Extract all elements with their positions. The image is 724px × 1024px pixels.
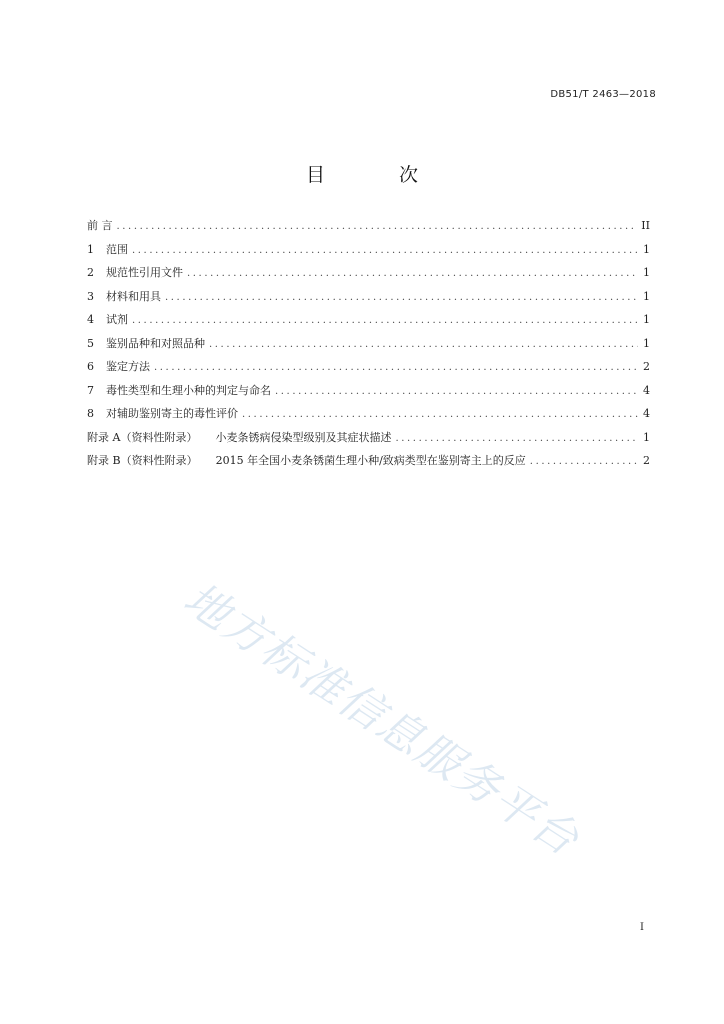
toc-entry-label: 2015 年全国小麦条锈菌生理小种/致病类型在鉴别寄主上的反应 bbox=[215, 454, 526, 467]
toc-entry-page: 4 bbox=[643, 383, 650, 397]
toc-entry-appendix-b[interactable] bbox=[87, 453, 650, 477]
toc-entry-label: 对辅助鉴别寄主的毒性评价 bbox=[106, 407, 238, 420]
toc-entry-number: 4 bbox=[87, 313, 94, 326]
toc-entry-label: 范围 bbox=[106, 242, 128, 256]
toc-entry-method[interactable] bbox=[87, 359, 650, 383]
toc-entry-page: 1 bbox=[643, 430, 650, 444]
toc-entry-label: 规范性引用文件 bbox=[106, 266, 183, 279]
toc-entry-number: 8 bbox=[87, 407, 94, 420]
toc-entry-number: 7 bbox=[87, 383, 94, 397]
toc-entry-number: 3 bbox=[87, 289, 94, 303]
toc-entry-reagents[interactable] bbox=[87, 312, 650, 336]
toc-entry-page: 2 bbox=[643, 360, 650, 373]
toc-leader-dots bbox=[530, 454, 638, 470]
toc-leader-dots bbox=[165, 290, 638, 306]
toc-entry-page: 1 bbox=[643, 289, 650, 303]
toc-entry-number: 6 bbox=[87, 360, 94, 373]
toc-entry-scope[interactable] bbox=[87, 242, 650, 266]
document-code: DB51/T 2463—2018 bbox=[550, 89, 656, 100]
toc-leader-dots bbox=[154, 360, 638, 376]
table-of-contents bbox=[87, 218, 650, 477]
toc-entry-number: 1 bbox=[87, 242, 94, 256]
toc-leader-dots bbox=[275, 384, 638, 400]
toc-entry-normative-references[interactable] bbox=[87, 265, 650, 289]
toc-entry-foreword[interactable] bbox=[87, 218, 650, 242]
toc-entry-label: 小麦条锈病侵染型级别及其症状描述 bbox=[215, 430, 392, 444]
toc-entry-number: 5 bbox=[87, 336, 94, 350]
toc-entry-page: 1 bbox=[643, 313, 650, 326]
page-number: I bbox=[640, 922, 644, 933]
toc-entry-virulence-naming[interactable] bbox=[87, 383, 650, 407]
toc-entry-varieties[interactable] bbox=[87, 336, 650, 360]
toc-appendix-prefix: 附录 A（资料性附录） bbox=[87, 430, 198, 444]
toc-entry-page: II bbox=[641, 219, 650, 232]
toc-entry-number: 2 bbox=[87, 266, 94, 279]
toc-entry-page: 1 bbox=[643, 336, 650, 350]
watermark: 地方标准信息服务平台 bbox=[174, 573, 589, 867]
toc-entry-appendix-a[interactable] bbox=[87, 430, 650, 454]
toc-appendix-prefix: 附录 B（资料性附录） bbox=[87, 454, 198, 467]
toc-entry-materials[interactable] bbox=[87, 289, 650, 313]
toc-entry-page: 4 bbox=[643, 407, 650, 420]
toc-leader-dots bbox=[395, 431, 638, 447]
toc-leader-dots bbox=[132, 313, 638, 329]
toc-entry-label: 前 言 bbox=[87, 219, 113, 232]
toc-entry-auxiliary-hosts[interactable] bbox=[87, 406, 650, 430]
toc-title: 目 次 bbox=[305, 164, 453, 186]
toc-entry-page: 2 bbox=[643, 454, 650, 467]
toc-leader-dots bbox=[187, 266, 638, 282]
toc-entry-label: 材料和用具 bbox=[106, 289, 161, 303]
toc-entry-label: 鉴定方法 bbox=[106, 360, 150, 373]
toc-leader-dots bbox=[242, 407, 638, 423]
toc-leader-dots bbox=[117, 219, 638, 235]
toc-entry-page: 1 bbox=[643, 266, 650, 279]
toc-entry-label: 试剂 bbox=[106, 313, 128, 326]
toc-entry-label: 鉴别品种和对照品种 bbox=[106, 336, 205, 350]
toc-entry-label: 毒性类型和生理小种的判定与命名 bbox=[106, 383, 271, 397]
toc-leader-dots bbox=[209, 337, 638, 353]
toc-entry-page: 1 bbox=[643, 242, 650, 256]
toc-leader-dots bbox=[132, 243, 638, 259]
